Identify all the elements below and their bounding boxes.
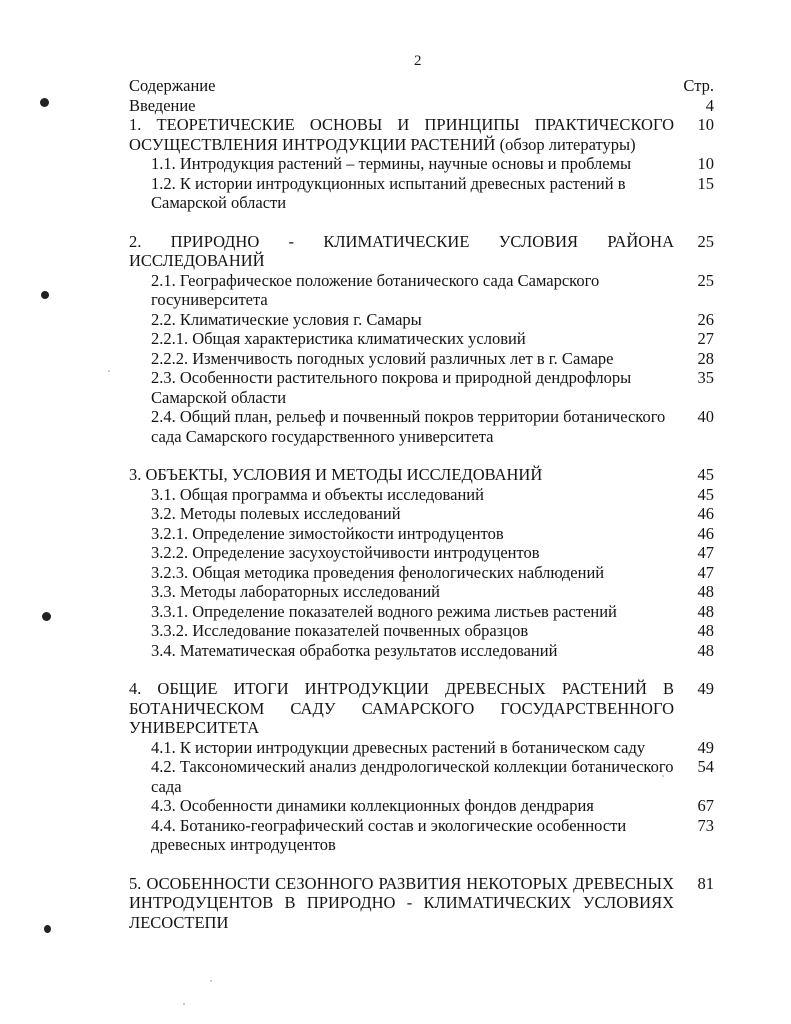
entry-title: 4.4. Ботанико-географический состав и экологические особенности древесных интродуцентов [151, 815, 627, 854]
entry-title: 2.4. Общий план, рельеф и почвенный покров территории ботанического сада Самарского государственного университета [151, 407, 666, 446]
toc-subsection-entry [129, 310, 714, 330]
toc-subsection-entry [129, 485, 714, 505]
table-of-contents [129, 76, 714, 932]
entry-page-number: 45 [697, 484, 714, 504]
entry-page-number: 27 [697, 329, 714, 348]
entry-page-number: 46 [697, 504, 714, 523]
entry-page-number: 48 [697, 621, 714, 640]
toc-subsection-entry [129, 757, 714, 796]
scan-speck [210, 980, 212, 982]
entry-title: 3.2.3. Общая методика проведения фенологических наблюдений [151, 562, 605, 582]
entry-page-number: 25 [697, 270, 714, 290]
toc-subsection-entry [129, 543, 714, 563]
binder-hole-mark [42, 612, 51, 621]
entry-page-number: 26 [697, 309, 714, 329]
entry-title: 4.1. К истории интродукции древесных растений в ботаническом саду [151, 737, 646, 757]
toc-subsection-entry [129, 582, 714, 602]
entry-title: 2.1. Географическое положение ботанического сада Самарского госуниверситета [151, 270, 600, 309]
entry-page-number: 67 [697, 796, 714, 815]
toc-chapter-entry [129, 96, 714, 116]
entry-title: 3. ОБЪЕКТЫ, УСЛОВИЯ И МЕТОДЫ ИССЛЕДОВАНИЙ [129, 465, 543, 484]
toc-heading: Содержание [129, 76, 216, 95]
binder-hole-mark [44, 925, 51, 933]
binder-hole-mark [40, 98, 49, 107]
toc-subsection-entry [129, 796, 714, 816]
entry-title: 1.2. К истории интродукционных испытаний древесных растений в Самарской области [151, 173, 626, 212]
entry-page-number: 73 [697, 815, 714, 835]
entry-page-number: 81 [697, 873, 714, 893]
entry-title: 1. ТЕОРЕТИЧЕСКИЕ ОСНОВЫ И ПРИНЦИПЫ ПРАКТИЧЕСКОГО ОСУЩЕСТВЛЕНИЯ ИНТРОДУКЦИИ РАСТЕНИЙ (обзор литературы) [129, 115, 674, 154]
entry-title: 1.1. Интродукция растений – термины, научные основы и проблемы [151, 154, 632, 173]
page-column-label: Стр. [683, 76, 714, 95]
entry-page-number: 47 [697, 543, 714, 562]
entry-page-number: 10 [697, 154, 714, 173]
entry-page-number: 48 [697, 601, 714, 621]
section-spacer [129, 855, 714, 874]
scan-speck [108, 370, 110, 372]
entry-page-number: 49 [697, 679, 714, 698]
entry-page-number: 35 [697, 368, 714, 387]
entry-title: 4.3. Особенности динамики коллекционных фондов дендрария [151, 796, 594, 815]
section-spacer [129, 660, 714, 679]
entry-title: 3.3.1. Определение показателей водного режима листьев растений [151, 601, 617, 621]
entry-title: 2.2. Климатические условия г. Самары [151, 309, 422, 329]
toc-subsection-entry [129, 816, 714, 855]
entry-page-number: 10 [697, 115, 714, 134]
toc-subsection-entry [129, 602, 714, 622]
entry-page-number: 46 [697, 523, 714, 543]
toc-subsection-entry [129, 738, 714, 758]
toc-header [129, 76, 714, 96]
entry-page-number: 15 [697, 173, 714, 193]
toc-chapter-entry [129, 232, 714, 271]
entry-title: 5. ОСОБЕННОСТИ СЕЗОННОГО РАЗВИТИЯ НЕКОТОРЫХ ДРЕВЕСНЫХ ИНТРОДУЦЕНТОВ В ПРИРОДНО - КЛИМАТИЧЕСКИХ УСЛОВИЯХ ЛЕСОСТЕПИ [129, 873, 674, 932]
toc-chapter-entry [129, 115, 714, 154]
toc-subsection-entry [129, 154, 714, 174]
entry-title: 4. ОБЩИЕ ИТОГИ ИНТРОДУКЦИИ ДРЕВЕСНЫХ РАСТЕНИЙ В БОТАНИЧЕСКОМ САДУ САМАРСКОГО ГОСУДАРСТВЕННОГО УНИВЕРСИТЕТА [129, 679, 674, 737]
entry-page-number: 48 [697, 582, 714, 601]
toc-subsection-entry [129, 504, 714, 524]
toc-subsection-entry [129, 174, 714, 213]
toc-subsection-entry [129, 329, 714, 349]
entry-page-number: 25 [697, 231, 714, 251]
section-spacer [129, 446, 714, 465]
toc-subsection-entry [129, 524, 714, 544]
toc-subsection-entry [129, 621, 714, 641]
entry-title: 3.2. Методы полевых исследований [151, 504, 401, 523]
toc-subsection-entry [129, 563, 714, 583]
toc-subsection-entry [129, 271, 714, 310]
entry-title: 3.2.1. Определение зимостойкости интродуцентов [151, 523, 504, 543]
entry-page-number: 47 [697, 562, 714, 582]
entry-page-number: 4 [705, 95, 714, 115]
page-number: 2 [414, 53, 422, 69]
toc-subsection-entry [129, 641, 714, 661]
toc-subsection-entry [129, 407, 714, 446]
entry-page-number: 49 [697, 737, 714, 757]
entry-title: 3.1. Общая программа и объекты исследований [151, 484, 484, 504]
entry-title: Введение [129, 95, 196, 115]
entry-title: 2. ПРИРОДНО - КЛИМАТИЧЕСКИЕ УСЛОВИЯ РАЙОНА ИССЛЕДОВАНИЙ [129, 231, 674, 270]
section-spacer [129, 213, 714, 232]
entry-page-number: 45 [697, 465, 714, 484]
entry-page-number: 54 [697, 757, 714, 776]
entry-title: 2.2.1. Общая характеристика климатических условий [151, 329, 526, 348]
entry-title: 3.3.2. Исследование показателей почвенных образцов [151, 621, 529, 640]
entry-title: 2.3. Особенности растительного покрова и природной дендрофлоры Самарской области [151, 368, 632, 407]
toc-subsection-entry [129, 349, 714, 369]
entry-title: 3.3. Методы лабораторных исследований [151, 582, 441, 601]
entry-title: 3.2.2. Определение засухоустойчивости интродуцентов [151, 543, 540, 562]
toc-chapter-entry [129, 465, 714, 485]
entry-title: 4.2. Таксономический анализ дендрологической коллекции ботанического сада [151, 757, 674, 796]
toc-chapter-entry [129, 874, 714, 933]
toc-subsection-entry [129, 368, 714, 407]
entry-page-number: 48 [697, 640, 714, 660]
entry-title: 3.4. Математическая обработка результатов исследований [151, 640, 558, 660]
entry-page-number: 40 [697, 407, 714, 426]
scan-speck [183, 1003, 185, 1005]
binder-hole-mark [41, 291, 49, 299]
entry-page-number: 28 [697, 348, 714, 368]
toc-chapter-entry [129, 679, 714, 738]
entry-title: 2.2.2. Изменчивость погодных условий различных лет в г. Самаре [151, 348, 614, 368]
